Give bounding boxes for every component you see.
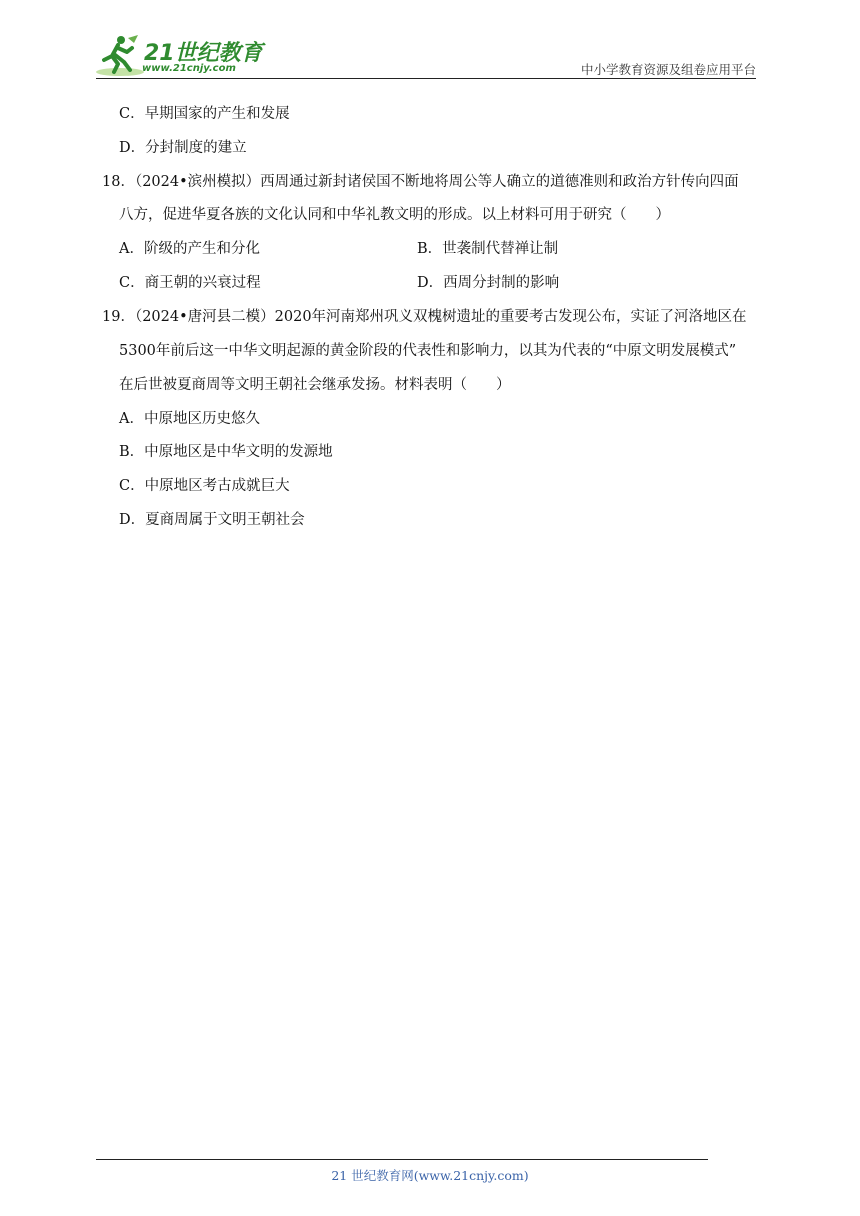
q18-option-d: D．西周分封制的影响 [417, 275, 560, 291]
footer-divider [96, 1159, 708, 1160]
q18-option-c: C．商王朝的兴衰过程 [119, 275, 261, 291]
q18-option-b: B．世袭制代替禅让制 [417, 241, 559, 257]
page-footer: 21 世纪教育网(www.21cnjy.com) [331, 1168, 529, 1183]
page-header [0, 0, 860, 84]
q19-stem-line1: 19．（2024•唐河县二模）2020年河南郑州巩义双槐树遗址的重要考古发现公布，实证了河洛地区在 [102, 309, 747, 325]
q18-option-a: A．阶级的产生和分化 [119, 241, 260, 257]
q19-option-b: B．中原地区是中华文明的发源地 [119, 444, 333, 460]
q19-stem-line2: 5300年前后这一中华文明起源的黄金阶段的代表性和影响力，以其为代表的“中原文明发展模式” [119, 343, 737, 359]
q18-stem-line2: 八方，促进华夏各族的文化认同和中华礼教文明的形成。以上材料可用于研究（ ） [119, 207, 670, 223]
q17-option-c: C．早期国家的产生和发展 [119, 106, 290, 122]
header-divider [96, 78, 756, 79]
q19-stem-line3: 在后世被夏商周等文明王朝社会继承发扬。材料表明（ ） [119, 377, 511, 393]
runner-icon [94, 34, 146, 78]
logo-text: 21世纪教育 [144, 41, 263, 66]
platform-title: 中小学教育资源及组卷应用平台 [580, 62, 756, 77]
site-logo [94, 34, 263, 78]
q18-stem-line1: 18．（2024•滨州模拟）西周通过新封诸侯国不断地将周公等人确立的道德准则和政治方针传向四面 [102, 174, 739, 190]
q19-option-c: C．中原地区考古成就巨大 [119, 478, 290, 494]
q17-option-d: D．分封制度的建立 [119, 140, 247, 156]
logo-url: www.21cnjy.com [142, 63, 236, 74]
q19-option-a: A．中原地区历史悠久 [119, 411, 260, 427]
q19-option-d: D．夏商周属于文明王朝社会 [119, 512, 305, 528]
